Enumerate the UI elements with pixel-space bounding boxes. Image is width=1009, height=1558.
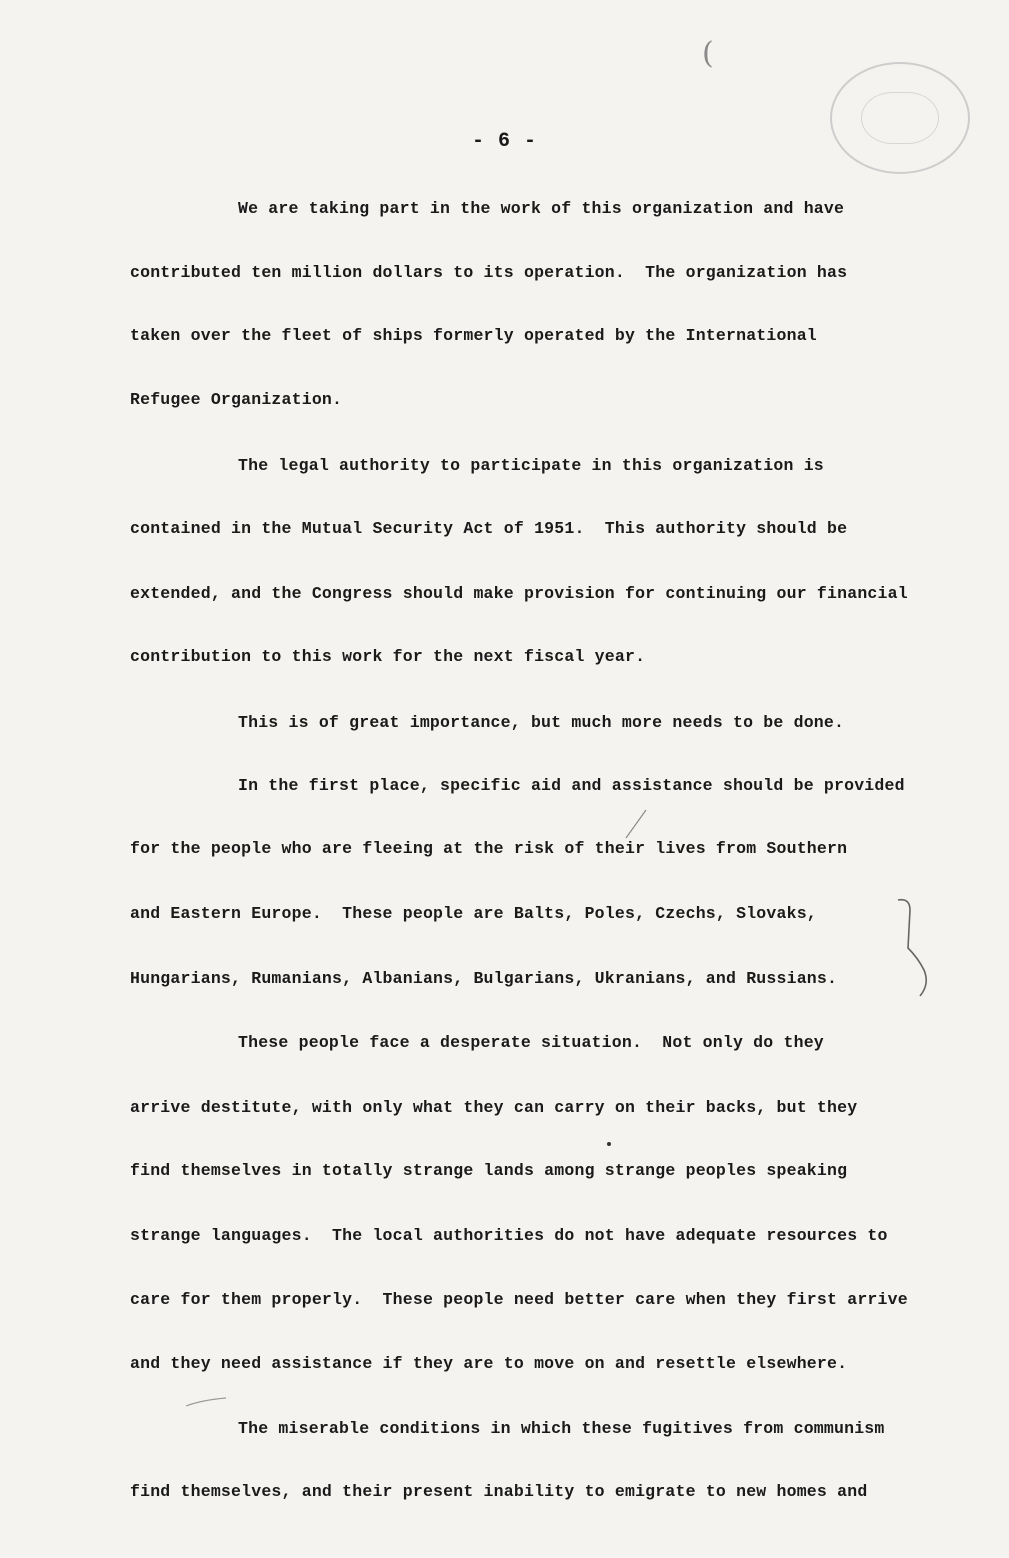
body-line-10: In the first place, specific aid and assistance should be provided (238, 776, 905, 795)
body-line-18: care for them properly. These people need better care when they first arrive (130, 1290, 908, 1309)
ink-dot-mark (607, 1142, 611, 1146)
library-stamp (830, 62, 970, 174)
body-line-21: find themselves, and their present inability to emigrate to new homes and (130, 1482, 868, 1501)
body-line-15: arrive destitute, with only what they can carry on their backs, but they (130, 1098, 858, 1117)
body-line-2: contributed ten million dollars to its operation. The organization has (130, 263, 848, 282)
body-line-14: These people face a desperate situation. Not only do they (238, 1033, 824, 1052)
page-number: - 6 - (471, 130, 537, 153)
pencil-stroke-mark (620, 808, 660, 842)
body-line-5: The legal authority to participate in this organization is (238, 456, 824, 475)
body-line-8: contribution to this work for the next fiscal year. (130, 647, 646, 666)
body-line-12: and Eastern Europe. These people are Balts, Poles, Czechs, Slovaks, (130, 904, 817, 923)
body-line-9: This is of great importance, but much more needs to be done. (238, 713, 845, 732)
body-line-16: find themselves in totally strange lands among strange peoples speaking (130, 1161, 848, 1180)
body-line-6: contained in the Mutual Security Act of 1951. This authority should be (130, 519, 848, 538)
body-line-4: Refugee Organization. (130, 390, 343, 409)
body-line-17: strange languages. The local authorities do not have adequate resources to (130, 1226, 888, 1245)
handwritten-paren-mark: ( (702, 36, 714, 71)
body-line-20: The miserable conditions in which these fugitives from communism (238, 1419, 885, 1438)
body-line-3: taken over the fleet of ships formerly operated by the International (130, 326, 817, 345)
body-line-11: for the people who are fleeing at the risk of their lives from Southern (130, 839, 848, 858)
handwritten-brace-mark (894, 896, 934, 1000)
body-line-1: We are taking part in the work of this organization and have (238, 199, 845, 218)
body-line-13: Hungarians, Rumanians, Albanians, Bulgarians, Ukranians, and Russians. (130, 969, 838, 988)
pencil-smudge-mark (182, 1394, 232, 1410)
body-line-19: and they need assistance if they are to move on and resettle elsewhere. (130, 1354, 848, 1373)
body-line-7: extended, and the Congress should make provision for continuing our financial (130, 584, 908, 603)
